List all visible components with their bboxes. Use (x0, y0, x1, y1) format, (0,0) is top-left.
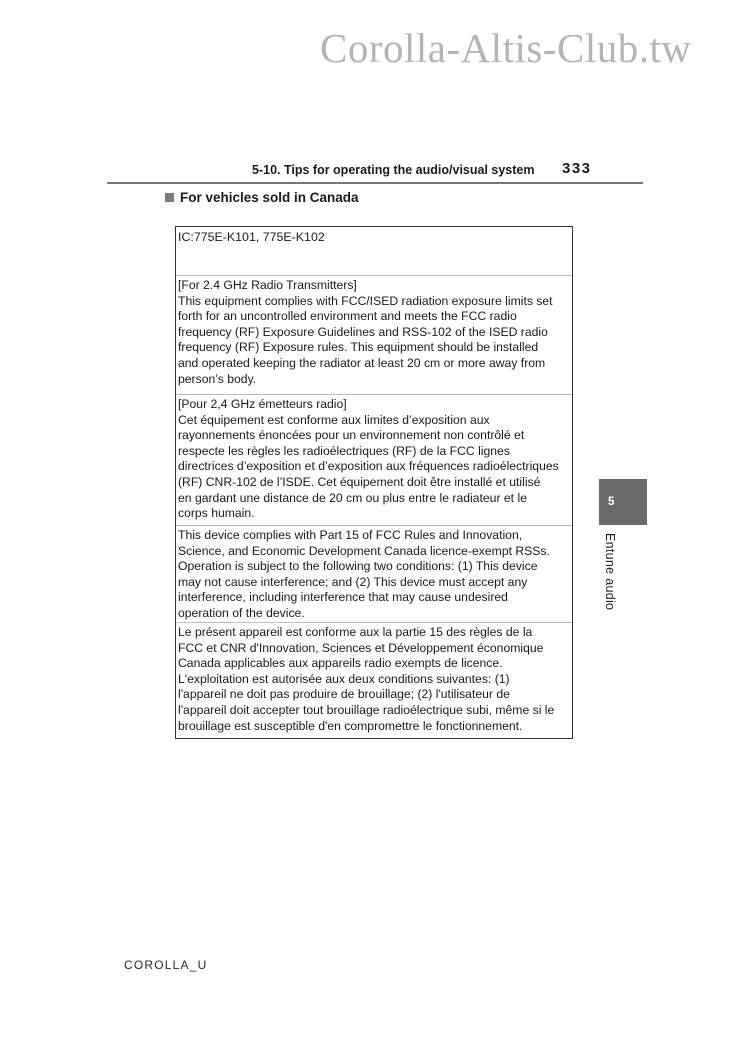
watermark-text: Corolla-Altis-Club.tw (320, 25, 692, 71)
fcc-compliance-english: This device complies with Part 15 of FCC Rules and Innovation, Science, and Economic Development Canada licence-exempt RSSs. Operation is subject to the following two conditions: (1) This device may not cause interference; and (2) This device must accept any interference, including interference that may cause undesired operation of the device. (178, 528, 550, 620)
regulatory-notice-box (175, 226, 573, 739)
section-heading-text: For vehicles sold in Canada (180, 190, 359, 205)
chapter-label: Entune audio (603, 533, 617, 611)
rf-exposure-french: [Pour 2,4 GHz émetteurs radio] Cet équipement est conforme aux limites d’exposition aux rayonnements énoncées pour un environnement non contrôlé et respecte les règles les radioélectriques (RF) de la FCC lignes directrices d’exposition et d’exposition aux fréquences radioélectriques (RF) CNR-102 de l’ISDE. Cet équipement doit être installé et utilisé en gardant une distance de 20 cm ou plus entre le radiateur et le corps humain. (178, 397, 559, 521)
square-bullet-icon (165, 193, 174, 202)
footer-code: COROLLA_U (124, 958, 208, 972)
fcc-compliance-french: Le présent appareil est conforme aux la partie 15 des règles de la FCC et CNR d'Innovation, Sciences et Développement économique Canada applicables aux appareils radio exempts de licence. L'exploitation est autorisée aux deux conditions suivantes: (1) l'appareil ne doit pas produire de brouillage; (2) l'utilisateur de l'appareil doit accepter tout brouillage radioélectrique subi, même si le brouillage est susceptible d'en compromettre le fonctionnement. (178, 625, 555, 733)
page-number: 333 (562, 160, 592, 177)
ic-certification-text: IC:775E-K101, 775E-K102 (178, 230, 325, 244)
header-rule (107, 182, 643, 184)
section-heading (165, 190, 359, 205)
chapter-tab (599, 479, 647, 525)
chapter-number: 5 (608, 496, 615, 508)
running-header: 5-10. Tips for operating the audio/visual system (252, 163, 535, 177)
rf-exposure-english: [For 2.4 GHz Radio Transmitters] This equipment complies with FCC/ISED radiation exposure limits set forth for an uncontrolled environment and meets the FCC radio frequency (RF) Exposure Guidelines and RSS-102 of the ISED radio frequency (RF) Exposure rules. This equipment should be installed and operated keeping the radiator at least 20 cm or more away from person’s body. (178, 278, 553, 386)
